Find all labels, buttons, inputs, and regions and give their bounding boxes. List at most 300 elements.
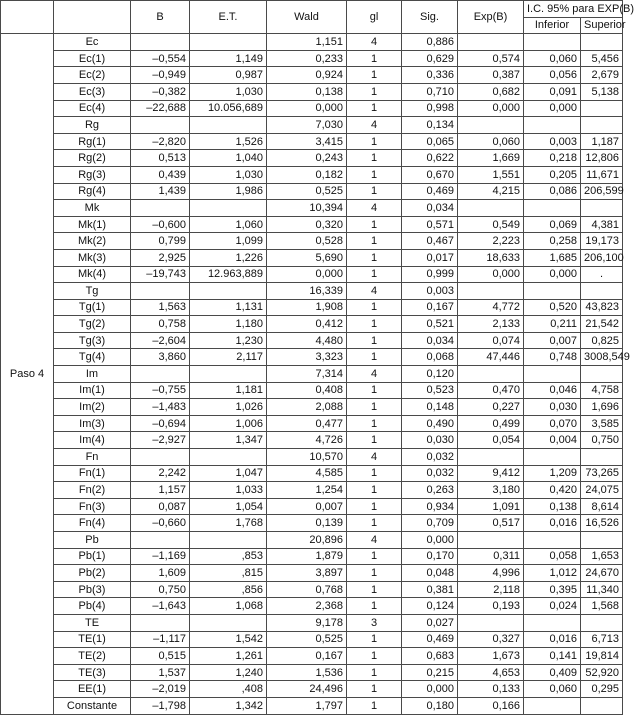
superior-cell: 0,825 (581, 332, 623, 349)
expb-cell: 0,574 (458, 50, 524, 67)
inferior-cell: 0,091 (524, 83, 581, 100)
et-cell: 1,542 (190, 631, 267, 648)
wald-cell: 9,178 (267, 614, 347, 631)
expb-cell: 1,551 (458, 166, 524, 183)
expb-cell: 0,054 (458, 432, 524, 449)
table-row (1, 349, 623, 366)
et-cell: ,856 (190, 581, 267, 598)
wald-cell: 4,726 (267, 432, 347, 449)
sig-cell: 0,622 (402, 150, 458, 167)
et-cell: 1,768 (190, 515, 267, 532)
header-superior: Superior (581, 17, 623, 34)
superior-cell: 4,381 (581, 216, 623, 233)
wald-cell: 0,525 (267, 631, 347, 648)
variable-cell: Tg(4) (54, 349, 131, 366)
expb-cell: 1,673 (458, 648, 524, 665)
inferior-cell: 0,046 (524, 382, 581, 399)
expb-cell: 2,133 (458, 316, 524, 333)
table-row (1, 283, 623, 300)
variable-cell: Pb (54, 532, 131, 549)
gl-cell: 3 (347, 614, 402, 631)
sig-cell: 0,170 (402, 548, 458, 565)
superior-cell: . (581, 266, 623, 283)
variable-cell: Im(2) (54, 399, 131, 416)
superior-cell: 24,670 (581, 565, 623, 582)
et-cell: 2,117 (190, 349, 267, 366)
table-row (1, 299, 623, 316)
gl-cell: 1 (347, 432, 402, 449)
inferior-cell: 0,409 (524, 664, 581, 681)
gl-cell: 1 (347, 249, 402, 266)
superior-cell (581, 100, 623, 117)
wald-cell: 3,323 (267, 349, 347, 366)
sig-cell: 0,124 (402, 598, 458, 615)
wald-cell: 0,000 (267, 266, 347, 283)
inferior-cell: 0,016 (524, 631, 581, 648)
gl-cell: 1 (347, 681, 402, 698)
superior-cell: 3008,549 (581, 349, 623, 366)
et-cell (190, 614, 267, 631)
inferior-cell: 0,003 (524, 133, 581, 150)
b-cell: 0,515 (131, 648, 190, 665)
table-row (1, 166, 623, 183)
b-cell: –19,743 (131, 266, 190, 283)
et-cell: ,408 (190, 681, 267, 698)
superior-cell (581, 366, 623, 383)
b-cell: 3,860 (131, 349, 190, 366)
wald-cell: 0,007 (267, 498, 347, 515)
expb-cell (458, 34, 524, 51)
variable-cell: Im(4) (54, 432, 131, 449)
inferior-cell (524, 366, 581, 383)
gl-cell: 1 (347, 515, 402, 532)
b-cell: 0,799 (131, 233, 190, 250)
variable-cell: Fn (54, 449, 131, 466)
wald-cell: 3,415 (267, 133, 347, 150)
table-row (1, 133, 623, 150)
table-row (1, 515, 623, 532)
wald-cell: 0,408 (267, 382, 347, 399)
sig-cell: 0,180 (402, 697, 458, 714)
wald-cell: 1,151 (267, 34, 347, 51)
inferior-cell (524, 697, 581, 714)
sig-cell: 0,998 (402, 100, 458, 117)
wald-cell: 0,525 (267, 183, 347, 200)
wald-cell: 10,570 (267, 449, 347, 466)
table-row (1, 598, 623, 615)
superior-cell: 19,814 (581, 648, 623, 665)
gl-cell: 1 (347, 498, 402, 515)
table-row (1, 614, 623, 631)
superior-cell (581, 697, 623, 714)
header-gl: gl (347, 1, 402, 34)
variable-cell: Rg(2) (54, 150, 131, 167)
expb-cell: 18,633 (458, 249, 524, 266)
sig-cell: 0,003 (402, 283, 458, 300)
table-row (1, 233, 623, 250)
table-row (1, 183, 623, 200)
superior-cell: 24,075 (581, 482, 623, 499)
b-cell (131, 614, 190, 631)
b-cell: –2,927 (131, 432, 190, 449)
wald-cell: 1,879 (267, 548, 347, 565)
b-cell: –2,604 (131, 332, 190, 349)
table-row (1, 449, 623, 466)
inferior-cell: 0,000 (524, 100, 581, 117)
table-row (1, 581, 623, 598)
superior-cell: 1,187 (581, 133, 623, 150)
b-cell: –2,019 (131, 681, 190, 698)
sig-cell: 0,467 (402, 233, 458, 250)
b-cell: 2,242 (131, 465, 190, 482)
table-row (1, 399, 623, 416)
inferior-cell: 0,058 (524, 548, 581, 565)
variable-cell: Rg(4) (54, 183, 131, 200)
gl-cell: 1 (347, 266, 402, 283)
sig-cell: 0,934 (402, 498, 458, 515)
inferior-cell: 0,030 (524, 399, 581, 416)
superior-cell (581, 614, 623, 631)
b-cell: 0,758 (131, 316, 190, 333)
inferior-cell: 0,060 (524, 681, 581, 698)
table-row (1, 366, 623, 383)
sig-cell: 0,629 (402, 50, 458, 67)
b-cell (131, 117, 190, 134)
superior-cell: 21,542 (581, 316, 623, 333)
variable-cell: Tg(1) (54, 299, 131, 316)
inferior-cell: 0,205 (524, 166, 581, 183)
gl-cell: 1 (347, 233, 402, 250)
superior-cell (581, 117, 623, 134)
expb-cell: 0,327 (458, 631, 524, 648)
sig-cell: 0,027 (402, 614, 458, 631)
wald-cell: 3,897 (267, 565, 347, 582)
inferior-cell (524, 117, 581, 134)
gl-cell: 1 (347, 133, 402, 150)
b-cell: –0,382 (131, 83, 190, 100)
wald-cell: 0,243 (267, 150, 347, 167)
inferior-cell: 0,069 (524, 216, 581, 233)
wald-cell: 0,167 (267, 648, 347, 665)
variable-cell: Constante (54, 697, 131, 714)
table-row (1, 150, 623, 167)
superior-cell: 5,138 (581, 83, 623, 100)
header-et: E.T. (190, 1, 267, 34)
superior-cell: 16,526 (581, 515, 623, 532)
superior-cell: 1,653 (581, 548, 623, 565)
superior-cell: 2,679 (581, 67, 623, 84)
expb-cell: 0,499 (458, 415, 524, 432)
b-cell: –1,643 (131, 598, 190, 615)
wald-cell: 1,797 (267, 697, 347, 714)
b-cell: 1,563 (131, 299, 190, 316)
inferior-cell (524, 283, 581, 300)
expb-cell (458, 532, 524, 549)
sig-cell: 0,032 (402, 449, 458, 466)
expb-cell: 0,549 (458, 216, 524, 233)
table-row (1, 681, 623, 698)
wald-cell: 4,585 (267, 465, 347, 482)
expb-cell (458, 200, 524, 217)
variable-cell: TE(2) (54, 648, 131, 665)
superior-cell: 1,696 (581, 399, 623, 416)
inferior-cell (524, 200, 581, 217)
et-cell: 1,261 (190, 648, 267, 665)
table-row (1, 532, 623, 549)
variable-cell: Pb(1) (54, 548, 131, 565)
et-cell: 1,030 (190, 166, 267, 183)
et-cell (190, 366, 267, 383)
inferior-cell: 0,218 (524, 150, 581, 167)
gl-cell: 1 (347, 316, 402, 333)
sig-cell: 0,068 (402, 349, 458, 366)
inferior-cell: 0,007 (524, 332, 581, 349)
table-row (1, 332, 623, 349)
table-row (1, 100, 623, 117)
et-cell: ,815 (190, 565, 267, 582)
et-cell (190, 532, 267, 549)
wald-cell: 4,480 (267, 332, 347, 349)
expb-cell: 0,133 (458, 681, 524, 698)
superior-cell (581, 283, 623, 300)
variable-cell: Mk (54, 200, 131, 217)
gl-cell: 1 (347, 150, 402, 167)
variable-cell: Tg(3) (54, 332, 131, 349)
variable-cell: Pb(4) (54, 598, 131, 615)
wald-cell: 0,000 (267, 100, 347, 117)
wald-cell: 7,030 (267, 117, 347, 134)
variable-cell: Mk(3) (54, 249, 131, 266)
b-cell (131, 366, 190, 383)
variable-cell: TE (54, 614, 131, 631)
expb-cell: 47,446 (458, 349, 524, 366)
b-cell: –1,483 (131, 399, 190, 416)
variable-cell: Ec(2) (54, 67, 131, 84)
table-row (1, 482, 623, 499)
b-cell: –1,169 (131, 548, 190, 565)
et-cell: 1,030 (190, 83, 267, 100)
wald-cell: 1,908 (267, 299, 347, 316)
et-cell: 1,149 (190, 50, 267, 67)
superior-cell: 5,456 (581, 50, 623, 67)
superior-cell (581, 449, 623, 466)
table-header (1, 1, 634, 34)
wald-cell: 16,339 (267, 283, 347, 300)
sig-cell: 0,683 (402, 648, 458, 665)
expb-cell: 2,223 (458, 233, 524, 250)
superior-cell: 206,100 (581, 249, 623, 266)
inferior-cell: 0,138 (524, 498, 581, 515)
b-cell: 2,925 (131, 249, 190, 266)
superior-cell: 6,713 (581, 631, 623, 648)
expb-cell: 0,227 (458, 399, 524, 416)
sig-cell: 0,065 (402, 133, 458, 150)
b-cell: –0,600 (131, 216, 190, 233)
superior-cell: 11,340 (581, 581, 623, 598)
expb-cell: 0,060 (458, 133, 524, 150)
table-row (1, 565, 623, 582)
header-step-cell (1, 1, 54, 34)
inferior-cell: 1,685 (524, 249, 581, 266)
inferior-cell: 0,520 (524, 299, 581, 316)
sig-cell: 0,469 (402, 183, 458, 200)
expb-cell: 0,470 (458, 382, 524, 399)
sig-cell: 0,571 (402, 216, 458, 233)
sig-cell: 0,709 (402, 515, 458, 532)
et-cell: 1,180 (190, 316, 267, 333)
et-cell (190, 117, 267, 134)
inferior-cell: 1,209 (524, 465, 581, 482)
inferior-cell: 0,086 (524, 183, 581, 200)
gl-cell: 1 (347, 565, 402, 582)
sig-cell: 0,017 (402, 249, 458, 266)
sig-cell: 0,000 (402, 681, 458, 698)
header-wald: Wald (267, 1, 347, 34)
table-row (1, 382, 623, 399)
et-cell: 1,230 (190, 332, 267, 349)
b-cell: 1,439 (131, 183, 190, 200)
sig-cell: 0,710 (402, 83, 458, 100)
expb-cell (458, 366, 524, 383)
expb-cell: 0,311 (458, 548, 524, 565)
expb-cell: 0,000 (458, 100, 524, 117)
b-cell (131, 449, 190, 466)
et-cell: 1,181 (190, 382, 267, 399)
gl-cell: 1 (347, 382, 402, 399)
expb-cell: 4,996 (458, 565, 524, 582)
inferior-cell: 0,056 (524, 67, 581, 84)
variable-cell: Tg(2) (54, 316, 131, 333)
inferior-cell: 0,016 (524, 515, 581, 532)
sig-cell: 0,523 (402, 382, 458, 399)
wald-cell: 1,254 (267, 482, 347, 499)
gl-cell: 1 (347, 631, 402, 648)
wald-cell: 2,368 (267, 598, 347, 615)
b-cell: 0,087 (131, 498, 190, 515)
gl-cell: 1 (347, 50, 402, 67)
b-cell (131, 34, 190, 51)
wald-cell: 0,182 (267, 166, 347, 183)
wald-cell: 5,690 (267, 249, 347, 266)
superior-cell (581, 532, 623, 549)
table-row (1, 631, 623, 648)
sig-cell: 0,490 (402, 415, 458, 432)
expb-cell (458, 117, 524, 134)
variable-cell: Rg (54, 117, 131, 134)
gl-cell: 1 (347, 548, 402, 565)
wald-cell: 2,088 (267, 399, 347, 416)
b-cell: –0,694 (131, 415, 190, 432)
header-sig: Sig. (402, 1, 458, 34)
gl-cell: 4 (347, 449, 402, 466)
inferior-cell: 1,012 (524, 565, 581, 582)
gl-cell: 1 (347, 664, 402, 681)
table-row (1, 83, 623, 100)
gl-cell: 1 (347, 581, 402, 598)
sig-cell: 0,034 (402, 200, 458, 217)
variable-cell: Im (54, 366, 131, 383)
variable-cell: Mk(1) (54, 216, 131, 233)
gl-cell: 1 (347, 299, 402, 316)
sig-cell: 0,030 (402, 432, 458, 449)
sig-cell: 0,167 (402, 299, 458, 316)
et-cell: 1,060 (190, 216, 267, 233)
table-row (1, 249, 623, 266)
et-cell: 1,006 (190, 415, 267, 432)
b-cell (131, 283, 190, 300)
table-row (1, 50, 623, 67)
et-cell: 1,099 (190, 233, 267, 250)
inferior-cell (524, 614, 581, 631)
header-inferior: Inferior (524, 17, 581, 34)
expb-cell: 1,091 (458, 498, 524, 515)
b-cell (131, 200, 190, 217)
gl-cell: 1 (347, 166, 402, 183)
b-cell (131, 532, 190, 549)
et-cell: 1,347 (190, 432, 267, 449)
variable-cell: Mk(4) (54, 266, 131, 283)
gl-cell: 1 (347, 465, 402, 482)
variable-cell: Fn(2) (54, 482, 131, 499)
header-ic95: I.C. 95% para EXP(B) (524, 1, 623, 18)
sig-cell: 0,336 (402, 67, 458, 84)
superior-cell: 0,295 (581, 681, 623, 698)
superior-cell: 19,173 (581, 233, 623, 250)
variable-cell: Fn(4) (54, 515, 131, 532)
table-row (1, 266, 623, 283)
expb-cell: 3,180 (458, 482, 524, 499)
b-cell: 1,609 (131, 565, 190, 582)
et-cell: 1,342 (190, 697, 267, 714)
sig-cell: 0,670 (402, 166, 458, 183)
inferior-cell (524, 449, 581, 466)
wald-cell: 0,138 (267, 83, 347, 100)
expb-cell: 1,669 (458, 150, 524, 167)
b-cell: –1,117 (131, 631, 190, 648)
expb-cell: 9,412 (458, 465, 524, 482)
inferior-cell: 0,000 (524, 266, 581, 283)
et-cell: 1,068 (190, 598, 267, 615)
superior-cell: 8,614 (581, 498, 623, 515)
variable-cell: Rg(3) (54, 166, 131, 183)
expb-cell: 0,517 (458, 515, 524, 532)
superior-cell (581, 200, 623, 217)
b-cell: –2,820 (131, 133, 190, 150)
et-cell (190, 34, 267, 51)
table-body (1, 34, 630, 714)
expb-cell (458, 614, 524, 631)
inferior-cell: 0,141 (524, 648, 581, 665)
expb-cell: 0,000 (458, 266, 524, 283)
table-row (1, 34, 623, 51)
inferior-cell (524, 34, 581, 51)
gl-cell: 1 (347, 482, 402, 499)
et-cell: 1,240 (190, 664, 267, 681)
step-label: Paso 4 (1, 34, 54, 714)
superior-cell: 52,920 (581, 664, 623, 681)
gl-cell: 1 (347, 648, 402, 665)
variable-cell: Fn(1) (54, 465, 131, 482)
wald-cell: 24,496 (267, 681, 347, 698)
sig-cell: 0,120 (402, 366, 458, 383)
sig-cell: 0,215 (402, 664, 458, 681)
variable-cell: Pb(2) (54, 565, 131, 582)
gl-cell: 4 (347, 200, 402, 217)
gl-cell: 1 (347, 216, 402, 233)
superior-cell: 11,671 (581, 166, 623, 183)
b-cell: 0,750 (131, 581, 190, 598)
et-cell: 0,987 (190, 67, 267, 84)
